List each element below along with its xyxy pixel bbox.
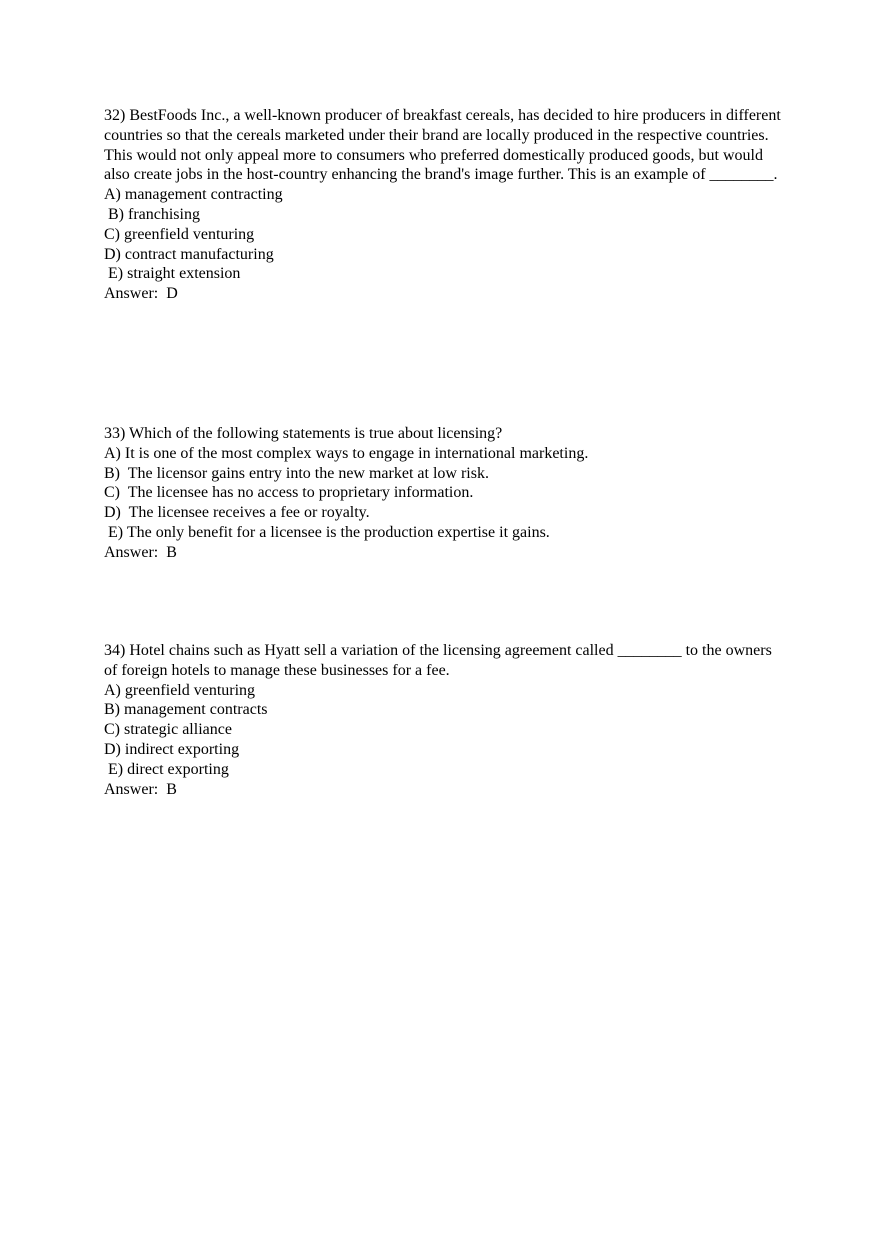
question-text: 33) Which of the following statements is true about licensing?	[104, 425, 503, 442]
question-text: 32) BestFoods Inc., a well-known producer of breakfast cereals, has decided to hire producers in different countries so that the cereals marketed under their brand are locally produced in the respective countries. This would not only appeal more to consumers who preferred domestically produced goods, but would also create jobs in the host-country enhancing the brand's image further. This is an example of ________.	[104, 107, 781, 184]
option-c: C) greenfield venturing	[104, 225, 255, 243]
option-c: C) strategic alliance	[104, 721, 232, 739]
option-b: B) The licensor gains entry into the new market at low risk.	[104, 464, 489, 482]
option-b: B) management contracts	[104, 701, 268, 719]
answer-text: Answer: B	[104, 543, 177, 561]
question-34	[104, 641, 784, 799]
option-e: E) direct exporting	[104, 760, 229, 778]
question-33	[104, 424, 784, 563]
option-a: A) It is one of the most complex ways to engage in international marketing.	[104, 444, 589, 462]
answer-text: Answer: D	[104, 285, 178, 303]
option-a: A) greenfield venturing	[104, 681, 256, 699]
question-text: 34) Hotel chains such as Hyatt sell a variation of the licensing agreement called ________ to the owners of foreign hotels to manage these businesses for a fee.	[104, 642, 772, 679]
option-b: B) franchising	[104, 205, 200, 223]
answer-text: Answer: B	[104, 780, 177, 798]
option-c: C) The licensee has no access to proprietary information.	[104, 484, 474, 502]
option-d: D) indirect exporting	[104, 740, 240, 758]
option-a: A) management contracting	[104, 186, 283, 204]
question-32	[104, 106, 784, 304]
option-e: E) The only benefit for a licensee is the production expertise it gains.	[104, 523, 550, 541]
option-d: D) The licensee receives a fee or royalty.	[104, 504, 370, 522]
option-e: E) straight extension	[104, 265, 241, 283]
option-d: D) contract manufacturing	[104, 245, 274, 263]
